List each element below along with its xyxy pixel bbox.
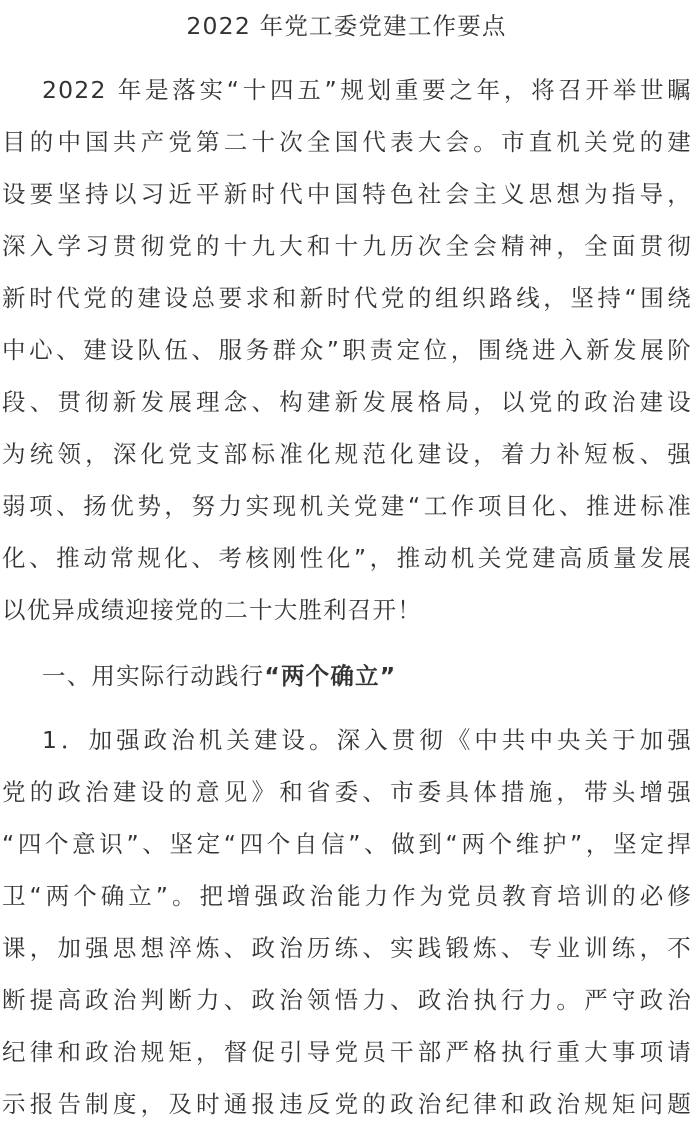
paragraph-line: 中心、建设队伍、服务群众”职责定位，围绕进入新发展阶 xyxy=(2,336,692,364)
paragraph-line: 党的政治建设的意见》和省委、市委具体措施，带头增强 xyxy=(2,778,692,806)
paragraph-line: 新时代党的建设总要求和新时代党的组织路线，坚持“围绕 xyxy=(2,284,692,312)
paragraph-line: 化、推动常规化、考核刚性化”，推动机关党建高质量发展 xyxy=(2,544,692,572)
paragraph-line: 2022 年是落实“十四五”规划重要之年，将召开举世瞩 xyxy=(42,76,692,104)
paragraph-line: 以优异成绩迎接党的二十大胜利召开！ xyxy=(2,596,422,624)
paragraph-line: 卫“两个确立”。把增强政治能力作为党员教育培训的必修 xyxy=(2,882,692,910)
paragraph-line: 示报告制度，及时通报违反党的政治纪律和政治规矩问题 xyxy=(2,1090,692,1118)
paragraph-line: 目的中国共产党第二十次全国代表大会。市直机关党的建 xyxy=(2,128,692,156)
document-title: 2022 年党工委党建工作要点 xyxy=(186,12,507,40)
paragraph-line: 1．加强政治机关建设。深入贯彻《中共中央关于加强 xyxy=(42,726,692,754)
paragraph-line: 为统领，深化党支部标准化规范化建设，着力补短板、强 xyxy=(2,440,692,468)
section-heading-text: 一、用实际行动践行 xyxy=(42,662,265,690)
section-heading-quoted: “两个确立” xyxy=(264,662,397,690)
paragraph-line: 深入学习贯彻党的十九大和十九历次全会精神，全面贯彻 xyxy=(2,232,692,260)
section-heading xyxy=(42,659,692,693)
paragraph-line: 断提高政治判断力、政治领悟力、政治执行力。严守政治 xyxy=(2,986,692,1014)
paragraph-line: 段、贯彻新发展理念、构建新发展格局，以党的政治建设 xyxy=(2,388,692,416)
paragraph-line: “四个意识”、坚定“四个自信”、做到“两个维护”，坚定捍 xyxy=(2,830,692,858)
paragraph-line: 课，加强思想淬炼、政治历练、实践锻炼、专业训练，不 xyxy=(2,934,692,962)
paragraph-line: 弱项、扬优势，努力实现机关党建“工作项目化、推进标准 xyxy=(2,492,692,520)
paragraph-line: 设要坚持以习近平新时代中国特色社会主义思想为指导， xyxy=(2,180,692,208)
paragraph-line: 纪律和政治规矩，督促引导党员干部严格执行重大事项请 xyxy=(2,1038,692,1066)
